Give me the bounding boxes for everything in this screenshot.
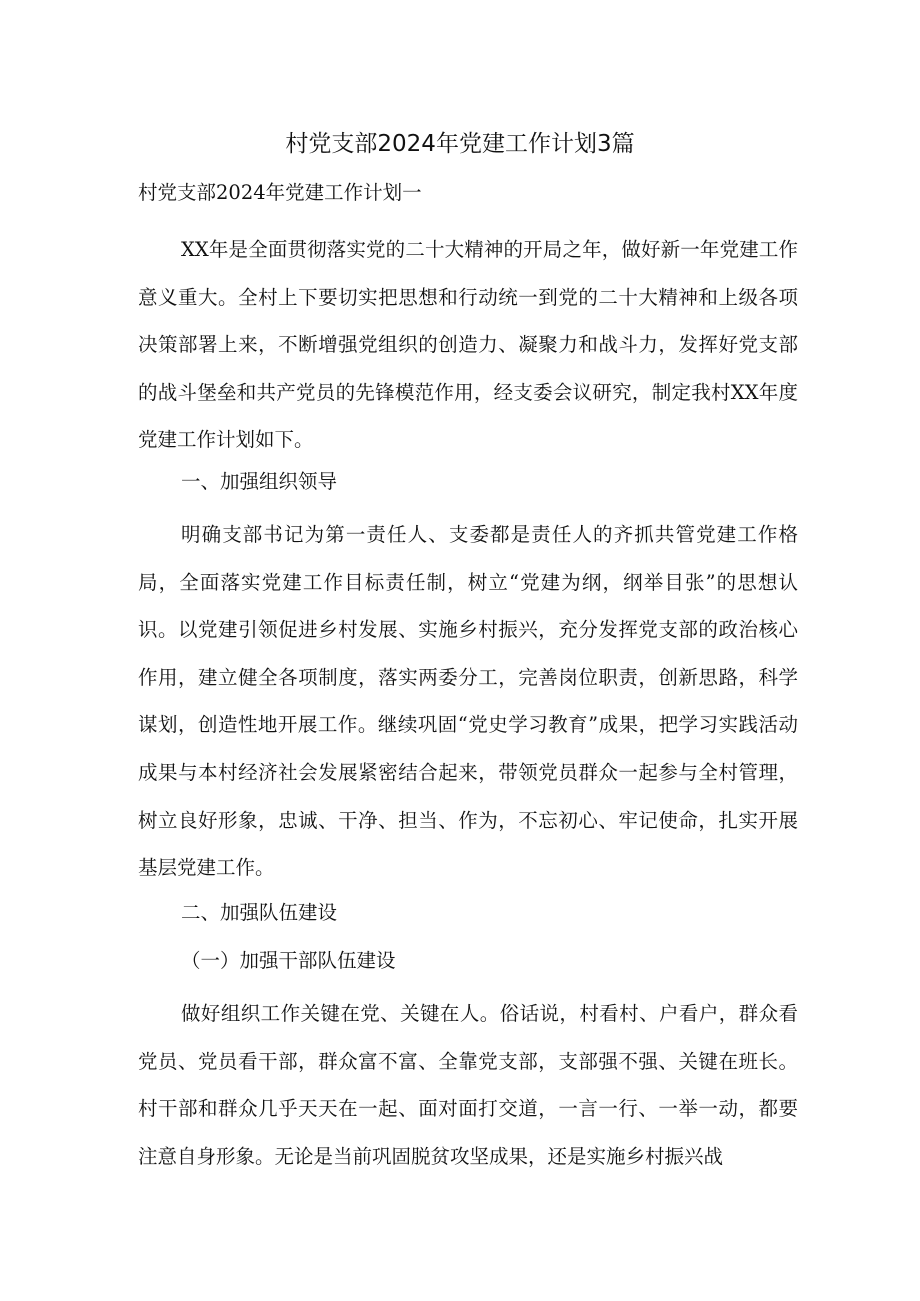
paragraph-cadre-team: 做好组织工作关键在党、关键在人。俗话说，村看村、户看户，群众看党员、党员看干部，群众富不富、全靠党支部，支部强不强、关键在班长。村干部和群众几乎天天在一起、面对面打交道，一言一行、一举一动，都要注意自身形象。无论是当前巩固脱贫攻坚成果，还是实施乡村振兴战 bbox=[138, 1002, 798, 1168]
document-title: 村党支部2024年党建工作计划3篇 bbox=[285, 131, 635, 157]
heading-team-building: 二、加强队伍建设 bbox=[181, 901, 338, 924]
paragraph-intro: XX年是全面贯彻落实党的二十大精神的开局之年，做好新一年党建工作意义重大。全村上下要切实把思想和行动统一到党的二十大精神和上级各项决策部署上来，不断增强党组织的创造力、凝聚力和战斗力，发挥好党支部的战斗堡垒和共产党员的先锋模范作用，经支委会议研究，制定我村XX年度党建工作计划如下。 bbox=[138, 238, 798, 452]
heading-organization-leadership: 一、加强组织领导 bbox=[181, 470, 338, 493]
subheading-cadre-team: （一）加强干部队伍建设 bbox=[181, 949, 396, 972]
section-subtitle: 村党支部2024年党建工作计划一 bbox=[138, 181, 422, 204]
paragraph-organization-leadership: 明确支部书记为第一责任人、支委都是责任人的齐抓共管党建工作格局，全面落实党建工作目标责任制，树立“党建为纲，纲举目张”的思想认识。以党建引领促进乡村发展、实施乡村振兴，充分发挥党支部的政治核心作用，建立健全各项制度，落实两委分工，完善岗位职责，创新思路，科学谋划，创造性地开展工作。继续巩固“党史学习教育”成果，把学习实践活动成果与本村经济社会发展紧密结合起来，带领党员群众一起参与全村管理，树立良好形象，忠诚、干净、担当、作为，不忘初心、牢记使命，扎实开展基层党建工作。 bbox=[138, 523, 798, 880]
